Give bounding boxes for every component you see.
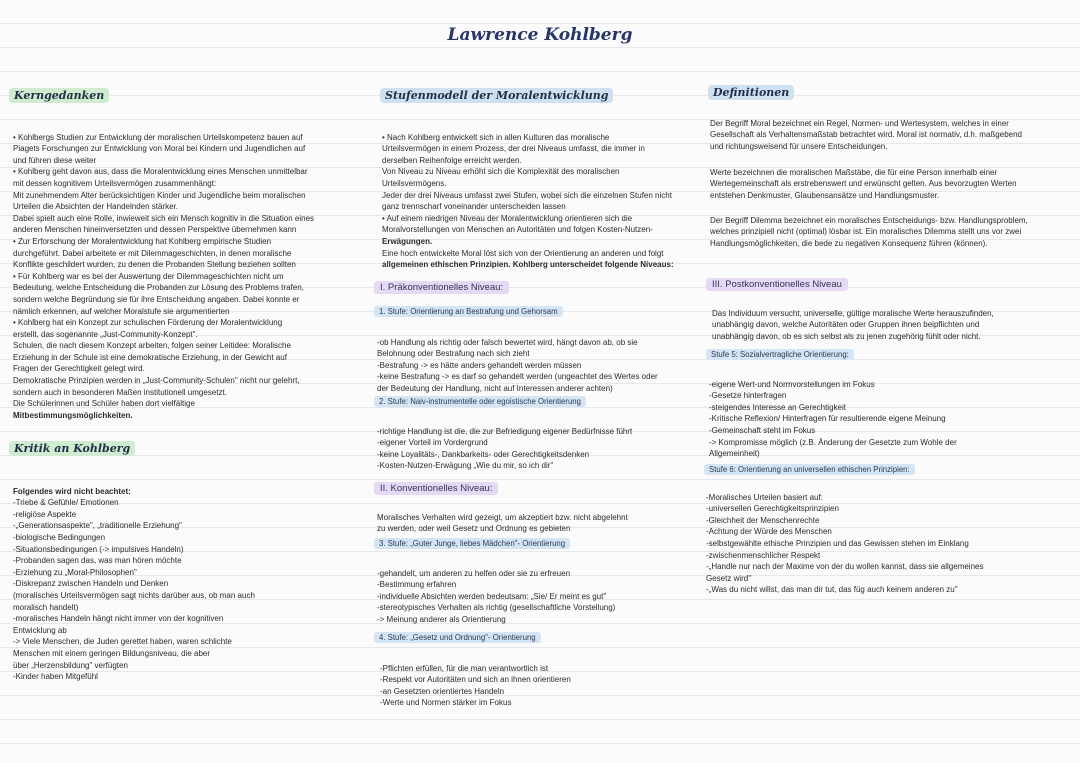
stufe4-text bbox=[380, 651, 710, 721]
text-line: Moralvorstellungen von Menschen an Autoritäten und folgen Kosten-Nutzen- bbox=[382, 225, 653, 235]
text-line: Urteilsvermögens. bbox=[382, 178, 447, 188]
stufe3-text bbox=[377, 556, 707, 637]
text-line: -steigendes Interesse an Gerechtigkeit bbox=[709, 402, 846, 412]
def-dilemma-lines bbox=[710, 215, 1065, 250]
def-werte-lines bbox=[710, 167, 1065, 202]
text-line: -Werte und Normen stärker im Fokus bbox=[380, 698, 512, 708]
text-line: -Probanden sagen das, was man hören möchte bbox=[13, 556, 182, 566]
text-line: -an Gesetzten orientiertes Handeln bbox=[380, 686, 505, 696]
text-line: • Kohlberg hat ein Konzept zur schulischen Förderung der Moralentwicklung bbox=[13, 318, 283, 328]
text-line: -> Viele Menschen, die Juden gerettet haben, waren schlichte bbox=[13, 637, 232, 647]
text-line: -„Was du nicht willst, das man dir tut, das füg auch keinem anderen zu" bbox=[706, 585, 958, 595]
text-line: -Pflichten erfüllen, für die man verantwortlich ist bbox=[380, 663, 549, 673]
text-line: Werte bezeichnen die moralischen Maßstäbe, die für eine Person innerhalb einer bbox=[710, 167, 998, 177]
text-line: sondern welche Begründung sie für ihre Entscheidung angaben. Dabei konnte er bbox=[13, 294, 300, 304]
niveau2-heading: II. Konventionelles Niveau: bbox=[374, 478, 498, 496]
stufe2-lines bbox=[377, 426, 707, 472]
text-line: welches prinzipiell nicht (optimal) lösbar ist. Ein moralisches Dilemma stellt uns vor zwei bbox=[710, 227, 1022, 237]
text-line: -zwischenmenschlicher Respekt bbox=[706, 550, 821, 560]
text-line: • Kohlbergs Studien zur Entwicklung der moralischen Urteilskompetenz bauen auf bbox=[13, 132, 303, 142]
text-line: Handlungsmöglichkeiten, die bede zu negativen Konsequenz führen (können). bbox=[710, 238, 988, 248]
text-line: -richtige Handlung ist die, die zur Befriedigung eigener Bedürfnisse führt bbox=[377, 426, 633, 436]
text-line: Bedeutung, welche Entscheidung die Probanden zur Lösung des Problems trafen, bbox=[13, 283, 304, 293]
text-line: • Für Kohlberg war es bei der Auswertung der Dilemmageschichten nicht um bbox=[13, 271, 284, 281]
niveau3-heading: III. Postkonventionelles Niveau bbox=[706, 274, 848, 292]
text-line: -Respekt vor Autoritäten und sich an ihnen orientieren bbox=[380, 675, 571, 685]
text-line: -eigener Vorteil im Vordergrund bbox=[377, 438, 488, 448]
text-line: nämlich erkennen, auf welcher Moralstufe sie argumentierten bbox=[13, 306, 230, 316]
text-line: über „Herzensbildung" verfügten bbox=[13, 660, 128, 670]
text-line: Mitbestimmungsmöglichkeiten. bbox=[13, 410, 133, 420]
text-line: Gesetz wird" bbox=[706, 573, 752, 583]
text-line: Der Begriff Dilemma bezeichnet ein moralisches Entscheidungs- bzw. Handlungsproblem, bbox=[710, 215, 1028, 225]
text-line: -Situationsbedingungen (-> impulsives Handeln) bbox=[13, 544, 184, 554]
stufe5-lines bbox=[709, 379, 1059, 460]
text-line: Mit zunehmendem Alter berücksichtigen Kinder und Jugendliche beim moralischen bbox=[13, 190, 306, 200]
text-line: Eine hoch entwickelte Moral löst sich von der Orientierung an anderen und folgt bbox=[382, 248, 664, 258]
text-line: allgemeinen ethischen Prinzipien. Kohlberg unterscheidet folgende Niveaus: bbox=[382, 260, 674, 270]
text-line: -Achtung der Würde des Menschen bbox=[706, 527, 832, 537]
stufe6-lines bbox=[706, 492, 1066, 596]
def-dilemma bbox=[710, 203, 1065, 261]
text-line: -keine Loyalitäts-, Dankbarkeits- oder Gerechtigkeitsdenken bbox=[377, 449, 590, 459]
text-line: -Bestimmung erfahren bbox=[377, 580, 457, 590]
stufenmodell-intro-lines bbox=[382, 132, 712, 271]
text-line: anderen Menschen hineinversetzten und dessen Perspektive übernehmen kann bbox=[13, 225, 297, 235]
text-line: -selbstgewählte ethische Prinzipien und das Gewissen stehen im Einklang bbox=[706, 538, 969, 548]
text-line: erstellt, das sogenannte „Just-Community-Konzept". bbox=[13, 329, 198, 339]
text-line: Dabei spielt auch eine Rolle, inwieweit sich ein Mensch kognitiv in die Situation eines bbox=[13, 213, 315, 223]
text-line: moralisch handelt) bbox=[13, 602, 79, 612]
text-line: Menschen mit einem geringen Bildungsniveau, die aber bbox=[13, 648, 211, 658]
text-line: Belohnung oder Bestrafung nach sich zieht bbox=[377, 349, 530, 359]
text-line: mit dessen kognitivem Urteilsvermögen zusammenhängt: bbox=[13, 178, 217, 188]
text-line: Jeder der drei Niveaus umfasst zwei Stufen, wobei sich die einzelnen Stufen nicht bbox=[382, 190, 672, 200]
text-line: -Triebe & Gefühle/ Emotionen bbox=[13, 498, 119, 508]
text-line: und führen diese weiter bbox=[13, 155, 97, 165]
text-line: Von Niveau zu Niveau erhöht sich die Komplexität des moralischen bbox=[382, 167, 620, 177]
text-line: Folgendes wird nicht beachtet: bbox=[13, 486, 131, 496]
kerngedanken-lines bbox=[13, 132, 363, 422]
text-line: und richtungsweisend für unsere Entscheidungen. bbox=[710, 141, 888, 151]
text-line: Wertegemeinschaft als erstrebenswert und erwünscht gelten. Aus bevorzugten Werten bbox=[710, 179, 1017, 189]
text-line: Das Individuum versucht, universelle, gültige moralische Werte herauszufinden, bbox=[712, 308, 994, 318]
text-line: Moralisches Verhalten wird gezeigt, um akzeptiert bzw. nicht abgelehnt bbox=[377, 512, 628, 522]
text-line: -Gleichheit der Menschenrechte bbox=[706, 515, 820, 525]
stufe2-text bbox=[377, 414, 707, 484]
text-line: -gehandelt, um anderen zu helfen oder sie zu erfreuen bbox=[377, 568, 571, 578]
text-line: ganz trennscharf voneinander unterscheiden lassen bbox=[382, 202, 566, 212]
stufe6-text bbox=[706, 480, 1066, 608]
stufe6-heading: Stufe 6: Orientierung an universellen ethischen Prinzipien: bbox=[704, 459, 915, 477]
text-line: Erwägungen. bbox=[382, 236, 433, 246]
text-line: Die Schülerinnen und Schüler haben dort vielfältige bbox=[13, 399, 195, 409]
text-line: -individuelle Absichten werden bedeutsam: „Sie/ Er meint es gut" bbox=[377, 591, 607, 601]
definitionen-heading: Definitionen bbox=[708, 83, 794, 101]
stufenmodell-heading: Stufenmodell der Moralentwicklung bbox=[380, 86, 613, 104]
text-line: unabhängig davon, welche Autoritäten oder Gruppen ihnen beipflichten und bbox=[712, 320, 980, 330]
text-line: Der Begriff Moral bezeichnet ein Regel, Normen- und Wertesystem, welches in einer bbox=[710, 118, 1009, 128]
text-line: Urteilsvermögen in einem Prozess, der drei Niveaus umfasst, die immer in bbox=[382, 144, 645, 154]
text-line: Gesellschaft als Verhaltensmaßstab betrachtet wird. Moral ist normativ, d.h. maßgebend bbox=[710, 130, 1022, 140]
text-line: -„Handle nur nach der Maxime von der du wollen kannst, dass sie allgemeines bbox=[706, 562, 984, 572]
text-line: -> Meinung anderer als Orientierung bbox=[377, 614, 506, 624]
text-line: -ob Handlung als richtig oder falsch bewertet wird, hängt davon ab, ob sie bbox=[377, 337, 638, 347]
text-line: durchgeführt. Dabei arbeitete er mit Dilemmageschichten, in denen moralische bbox=[13, 248, 292, 258]
text-line: derselben Reihenfolge erreicht werden. bbox=[382, 155, 522, 165]
stufe2-heading: 2. Stufe: Naiv-instrumentelle oder egoistische Orientierung bbox=[374, 391, 586, 409]
text-line: -Kosten-Nutzen-Erwägung „Wie du mir, so ich dir" bbox=[377, 461, 554, 471]
kritik-lines bbox=[13, 486, 343, 683]
page-title: Lawrence Kohlberg bbox=[447, 25, 633, 45]
text-line: • Kohlberg geht davon aus, dass die Moralentwicklung eines Menschen unmittelbar bbox=[13, 167, 308, 177]
text-line: Schulen, die nach diesem Konzept arbeiten, folgen seiner Leitidee: Moralische bbox=[13, 341, 291, 351]
text-line: • Nach Kohlberg entwickelt sich in allen Kulturen das moralische bbox=[382, 132, 610, 142]
text-line: Fragen der Gerechtigkeit gelegt wird. bbox=[13, 364, 145, 374]
stufe4-lines bbox=[380, 663, 710, 709]
text-line: zu werden, oder weil Gesetz und Ordnung es gebieten bbox=[377, 524, 571, 534]
text-line: -religiöse Aspekte bbox=[13, 509, 77, 519]
text-line: -stereotypisches Verhalten als richtig (gesellschaftliche Vorstellung) bbox=[377, 603, 616, 613]
text-line: sondern auch in besonderen Maßen institutionell umgesetzt. bbox=[13, 387, 227, 397]
text-line: -eigene Wert-und Normvorstellungen im Fokus bbox=[709, 379, 875, 389]
text-line: -> Kompromisse möglich (z.B. Änderung der Gesetzte zum Wohle der bbox=[709, 437, 957, 447]
def-moral-lines bbox=[710, 118, 1065, 153]
niveau1-heading: I. Präkonventionelles Niveau: bbox=[374, 277, 509, 295]
text-line: (moralisches Urteilsvermögen sagt nichts darüber aus, ob man auch bbox=[13, 590, 255, 600]
stufe4-heading: 4. Stufe: „Gesetz und Ordnung"- Orientierung bbox=[374, 627, 541, 645]
text-line: entstehen Denkmuster, Glaubensansätze und Handlungsmuster. bbox=[710, 190, 940, 200]
niveau2-lines bbox=[377, 512, 707, 535]
text-line: -biologische Bedingungen bbox=[13, 532, 106, 542]
text-line: -keine Bestrafung -> es darf so gehandelt werden (ungeachtet des Wertes oder bbox=[377, 372, 658, 382]
text-line: -Kinder haben Mitgefühl bbox=[13, 672, 98, 682]
stufe1-heading: 1. Stufe: Orientierung an Bestrafung und Gehorsam bbox=[374, 301, 563, 319]
text-line: • Zur Erforschung der Moralentwicklung hat Kohlberg empirische Studien bbox=[13, 236, 272, 246]
text-line: Demokratische Prinzipien werden in „Just-Community-Schulen" nicht nur gelehrt, bbox=[13, 376, 300, 386]
text-line: -universellen Gerechtigkeitsprinzipien bbox=[706, 504, 839, 514]
text-line: Entwicklung ab bbox=[13, 625, 67, 635]
text-line: Piagets Forschungen zur Entwicklung von Moral bei Kindern und Jugendlichen auf bbox=[13, 144, 306, 154]
text-line: • Auf einem niedrigen Niveau der Moralentwicklung orientieren sich die bbox=[382, 213, 633, 223]
niveau3-lines bbox=[712, 308, 1062, 343]
kerngedanken-text bbox=[13, 120, 363, 433]
text-line: der Bedeutung der Handlung, nicht auf Interessen anderer achten) bbox=[377, 383, 613, 393]
text-line: -Moralisches Urteilen basiert auf: bbox=[706, 492, 823, 502]
stufe3-lines bbox=[377, 568, 707, 626]
text-line: -„Generationsaspekte", „traditionelle Erziehung" bbox=[13, 521, 182, 531]
text-line: -Erziehung zu „Moral-Philosophen" bbox=[13, 567, 137, 577]
text-line: Erziehung in der Schule ist eine demokratische Erziehung, in der Gewicht auf bbox=[13, 352, 287, 362]
text-line: -Bestrafung -> es hätte anders gehandelt werden müssen bbox=[377, 360, 582, 370]
stufe5-text bbox=[709, 367, 1059, 471]
stufenmodell-intro bbox=[382, 120, 712, 282]
text-line: -Diskrepanz zwischen Handeln und Denken bbox=[13, 579, 169, 589]
kritik-heading: Kritik an Kohlberg bbox=[9, 439, 135, 457]
text-line: -Gesetze hinterfragen bbox=[709, 391, 787, 401]
stufe1-lines bbox=[377, 337, 707, 395]
stufe3-heading: 3. Stufe: „Guter Junge, liebes Mädchen"- Orientierung bbox=[374, 533, 570, 551]
kerngedanken-heading: Kerngedanken bbox=[9, 86, 109, 104]
text-line: -moralisches Handeln hängt nicht immer von der kognitiven bbox=[13, 614, 224, 624]
text-line: Konflikte geschildert wurden, zu denen die Probanden Stellung beziehen sollten bbox=[13, 260, 296, 270]
text-line: -Gemeinschaft steht im Fokus bbox=[709, 425, 816, 435]
stufe5-heading: Stufe 5: Sozialvertragliche Orientierung: bbox=[706, 344, 854, 362]
text-line: Urteilen die Absichten der Handelnden stärker. bbox=[13, 202, 178, 212]
text-line: Allgemeinheit) bbox=[709, 449, 760, 459]
text-line: unabhängig davon, ob es sich selbst als zu jenen zugehörig fühlt oder nicht. bbox=[712, 331, 981, 341]
kritik-text bbox=[13, 474, 343, 694]
text-line: -Kritische Reflexion/ Hinterfragen für resultierende eigene Meinung bbox=[709, 414, 946, 424]
